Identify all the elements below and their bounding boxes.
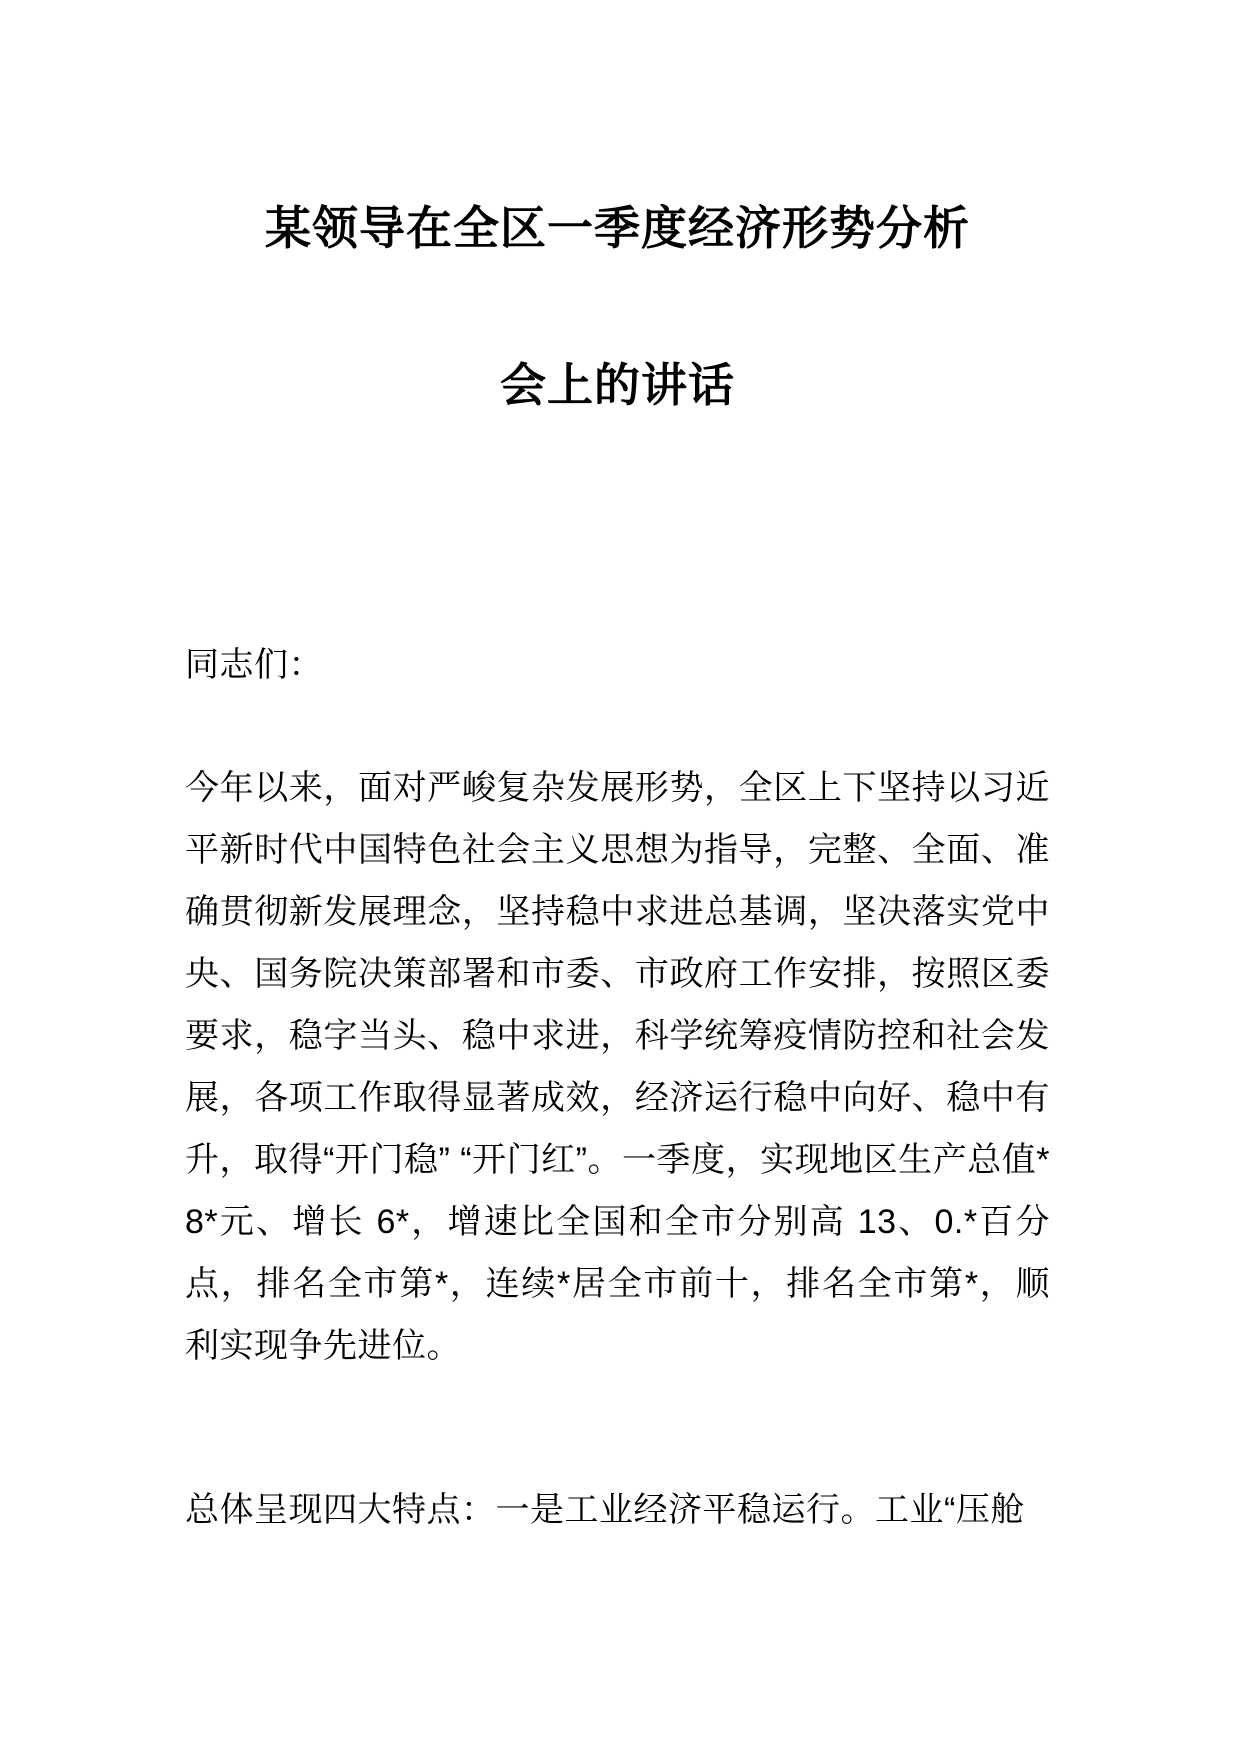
document-title-line-1: 某领导在全区一季度经济形势分析 (265, 202, 970, 254)
document-title-line-2: 会上的讲话 (500, 359, 735, 411)
document-content (0, 196, 1240, 1541)
paragraph-four-highlights: 总体呈现四大特点：一是工业经济平稳运行。工业“压舱 (185, 1491, 1025, 1529)
paragraph-salutation: 同志们： (185, 646, 323, 684)
paragraph-economic-overview: 今年以来，面对严峻复杂发展形势，全区上下坚持以习近平新时代中国特色社会主义思想为指导，完整、全面、准确贯彻新发展理念，坚持稳中求进总基调，坚决落实党中央、国务院决策部署和市委、市政府工作安排，按照区委要求，稳字当头、稳中求进，科学统筹疫情防控和社会发展，各项工作取得显著成效，经济运行稳中向好、稳中有升，取得“开门稳” “开门红”。一季度，实现地区生产总值*8*元、增长 6*，增速比全国和全市分别高 13、0.*百分点，排名全市第*，连续*居全市前十，排名全市第*，顺利实现争先进位。 (185, 769, 1050, 1365)
